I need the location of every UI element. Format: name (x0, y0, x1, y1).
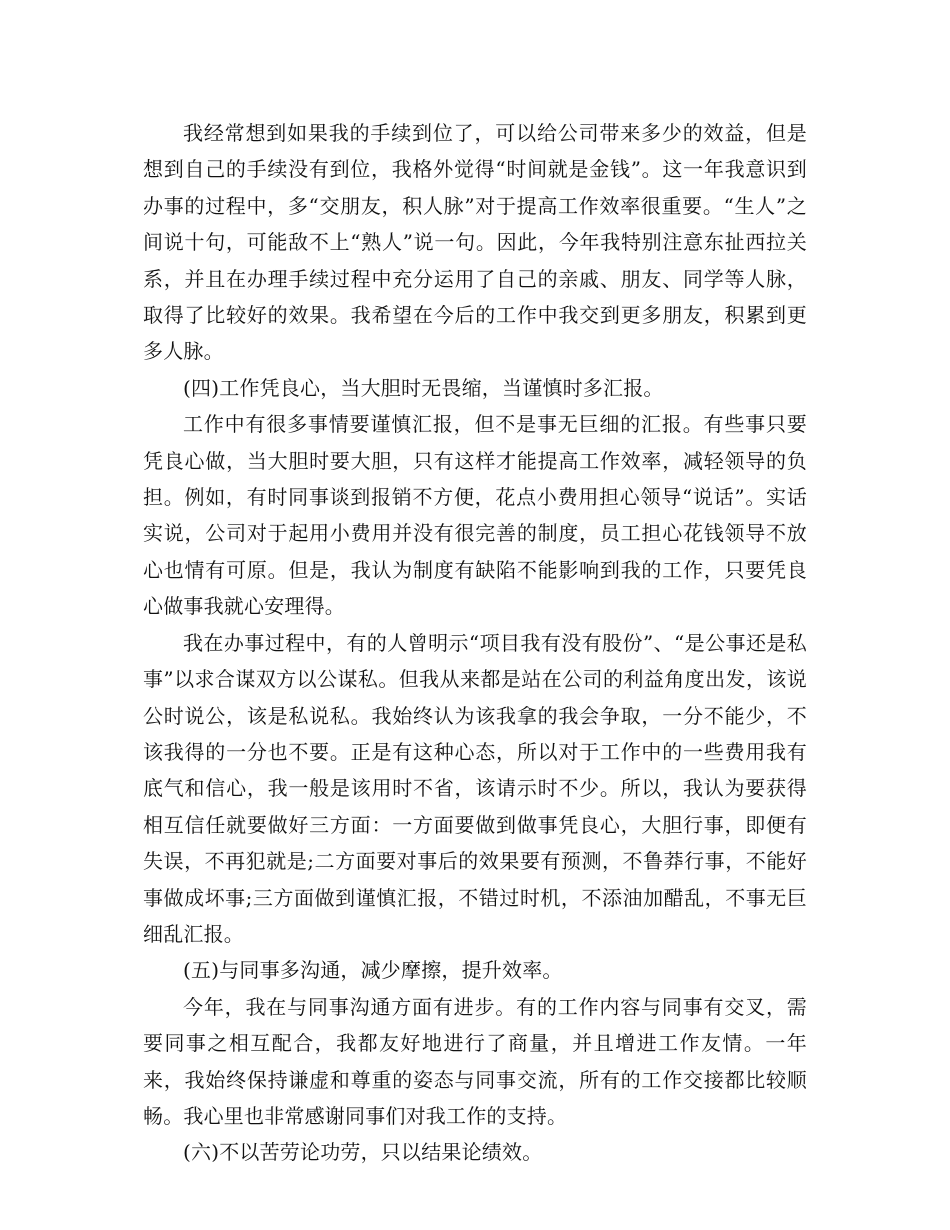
section-heading-five: (五)与同事多沟通，减少摩擦，提升效率。 (183, 958, 563, 983)
paragraph-integrity: 我在办事过程中，有的人曾明示“项目我有没有股份”、“是公事还是私事”以求合谋双方以公谋私。但我从来都是站在公司的利益角度出发，该说公时说公，该是私说私。我始终认为该我拿的我会争取，一分不能少，不该我得的一分也不要。正是有这种心态，所以对于工作中的一些费用我有底气和信心，我一般是该用时不省，该请示时不少。所以，我认为要获得相互信任就要做好三方面：一方面要做到做事凭良心，大胆行事，即便有失误，不再犯就是;二方面要对事后的效果要有预测，不鲁莽行事，不能好事做成坏事;三方面做到谨慎汇报，不错过时机，不添油加醋乱，不事无巨细乱汇报。 (143, 630, 807, 946)
paragraph-colleague-communication: 今年，我在与同事沟通方面有进步。有的工作内容与同事有交叉，需要同事之相互配合，我都友好地进行了商量，并且增进工作友情。一年来，我始终保持谦虚和尊重的姿态与同事交流，所有的工作交接都比较顺畅。我心里也非常感谢同事们对我工作的支持。 (143, 994, 807, 1128)
paragraph-connections: 我经常想到如果我的手续到位了，可以给公司带来多少的效益，但是想到自己的手续没有到位，我格外觉得“时间就是金钱”。这一年我意识到办事的过程中，多“交朋友，积人脉”对于提高工作效率很重要。“生人”之间说十句，可能敌不上“熟人”说一句。因此，今年我特别注意东扯西拉关系，并且在办理手续过程中充分运用了自己的亲戚、朋友、同学等人脉，取得了比较好的效果。我希望在今后的工作中我交到更多朋友，积累到更多人脉。 (143, 121, 807, 364)
section-heading-four: (四)工作凭良心，当大胆时无畏缩，当谨慎时多汇报。 (183, 375, 664, 400)
document-body (143, 115, 807, 1171)
paragraph-careful-reporting: 工作中有很多事情要谨慎汇报，但不是事无巨细的汇报。有些事只要凭良心做，当大胆时要大胆，只有这样才能提高工作效率，减轻领导的负担。例如，有时同事谈到报销不方便，花点小费用担心领导“说话”。实话实说，公司对于起用小费用并没有很完善的制度，员工担心花钱领导不放心也情有可原。但是，我认为制度有缺陷不能影响到我的工作，只要凭良心做事我就心安理得。 (143, 412, 807, 619)
section-heading-six: (六)不以苦劳论功劳，只以结果论绩效。 (183, 1140, 543, 1165)
